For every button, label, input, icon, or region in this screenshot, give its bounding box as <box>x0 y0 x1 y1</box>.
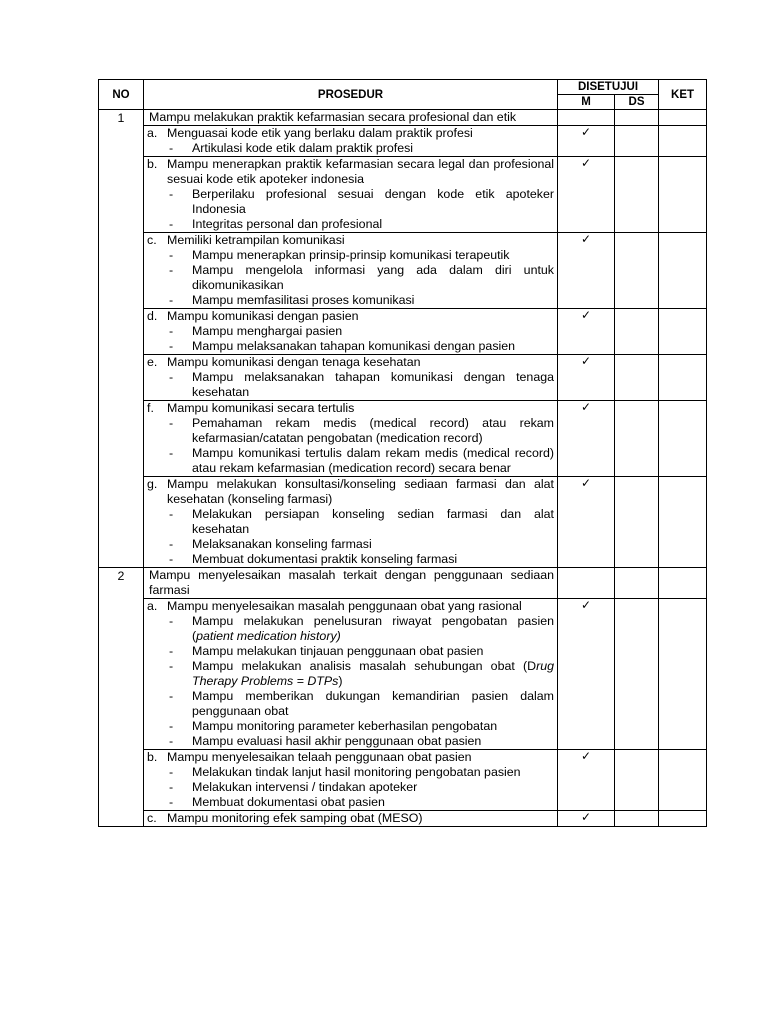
header-prosedur: PROSEDUR <box>144 80 558 110</box>
ket-cell[interactable] <box>659 811 707 827</box>
sub-item-letter: e. <box>147 355 158 369</box>
sub-item <box>147 309 554 324</box>
approval-m-cell[interactable] <box>558 157 615 233</box>
bullet-text-italic: patient medication history) <box>196 629 341 643</box>
approval-m-cell[interactable] <box>558 811 615 827</box>
bullet-text <box>192 614 554 644</box>
dash-marker: - <box>169 659 174 673</box>
dash-marker: - <box>169 370 174 384</box>
bullet-text: Mampu melaksanakan tahapan komunikasi dengan pasien <box>192 339 516 353</box>
bullet-item <box>147 324 554 339</box>
competency-title: Mampu melakukan praktik kefarmasian secara profesional dan etik <box>149 110 517 124</box>
bullet-text: Artikulasi kode etik dalam praktik profesi <box>192 141 414 155</box>
sub-item-text: Mampu komunikasi dengan tenaga kesehatan <box>167 355 421 369</box>
bullet-text: Membuat dokumentasi obat pasien <box>192 795 385 809</box>
approval-m-cell[interactable] <box>558 477 615 568</box>
ket-cell[interactable] <box>659 750 707 811</box>
sub-item-text: Mampu monitoring efek samping obat (MESO) <box>167 811 423 825</box>
checkmark-icon: ✓ <box>580 476 592 490</box>
dash-marker: - <box>169 339 174 353</box>
bullet-text: Berperilaku profesional sesuai dengan kode etik apoteker Indonesia <box>192 187 554 216</box>
approval-ds-cell[interactable] <box>615 110 659 126</box>
row-number: 1 <box>99 110 144 568</box>
table-row <box>99 309 707 355</box>
bullet-text: Mampu menghargai pasien <box>192 324 343 338</box>
approval-ds-cell[interactable] <box>615 477 659 568</box>
approval-m-cell[interactable] <box>558 401 615 477</box>
ket-cell[interactable] <box>659 599 707 750</box>
ket-cell[interactable] <box>659 233 707 309</box>
sub-item <box>147 477 554 507</box>
header-ds: DS <box>615 95 659 110</box>
approval-m-cell[interactable] <box>558 309 615 355</box>
approval-m-cell[interactable] <box>558 233 615 309</box>
bullet-text-part: Mampu melakukan analisis masalah sehubungan obat (D <box>192 659 537 673</box>
bullet-item <box>147 614 554 644</box>
row-number: 2 <box>99 568 144 827</box>
bullet-text <box>192 659 554 689</box>
dash-marker: - <box>169 293 174 307</box>
header-disetujui: DISETUJUI <box>558 80 659 95</box>
approval-m-cell[interactable] <box>558 110 615 126</box>
bullet-item <box>147 689 554 719</box>
bullet-text: Pemahaman rekam medis (medical record) atau rekam kefarmasian/catatan pengobatan (medication record) <box>192 416 554 445</box>
sub-item <box>147 401 554 416</box>
approval-ds-cell[interactable] <box>615 126 659 157</box>
sub-item-letter: b. <box>147 750 158 764</box>
procedure-cell <box>144 750 558 811</box>
sub-item-letter: b. <box>147 157 158 171</box>
approval-ds-cell[interactable] <box>615 233 659 309</box>
bullet-item <box>147 537 554 552</box>
dash-marker: - <box>169 217 174 231</box>
table-row <box>99 157 707 233</box>
checkmark-icon: ✓ <box>580 232 592 246</box>
bullet-item <box>147 507 554 537</box>
approval-ds-cell[interactable] <box>615 750 659 811</box>
table-row <box>99 750 707 811</box>
sub-item-text: Mampu menyelesaikan masalah penggunaan obat yang rasional <box>167 599 522 613</box>
dash-marker: - <box>169 765 174 779</box>
checkmark-icon: ✓ <box>580 156 592 170</box>
dash-marker: - <box>169 614 174 628</box>
procedure-cell <box>144 126 558 157</box>
sub-item <box>147 750 554 765</box>
table-row <box>99 477 707 568</box>
procedure-rows <box>99 110 707 827</box>
sub-item-text: Mampu melakukan konsultasi/konseling sediaan farmasi dan alat kesehatan (konseling farmasi) <box>167 477 554 506</box>
bullet-item <box>147 217 554 232</box>
sub-item-text: Mampu komunikasi secara tertulis <box>167 401 355 415</box>
sub-item-letter: a. <box>147 599 158 613</box>
ket-cell[interactable] <box>659 401 707 477</box>
bullet-item <box>147 187 554 217</box>
dash-marker: - <box>169 187 174 201</box>
sub-item <box>147 599 554 614</box>
bullet-text-italic: rug Therapy Problems = DTPs <box>192 659 554 688</box>
ket-cell[interactable] <box>659 568 707 599</box>
checkmark-icon: ✓ <box>580 400 592 414</box>
bullet-text: Mampu melakukan tinjauan penggunaan obat pasien <box>192 644 484 658</box>
bullet-text: Melaksanakan konseling farmasi <box>192 537 372 551</box>
bullet-item <box>147 370 554 400</box>
approval-m-cell[interactable] <box>558 355 615 401</box>
sub-item-text: Mampu menerapkan praktik kefarmasian secara legal dan profesional sesuai kode etik apoteker indonesia <box>167 157 554 186</box>
table-row <box>99 355 707 401</box>
procedure-checklist <box>98 79 706 827</box>
bullet-item <box>147 339 554 354</box>
ket-cell[interactable] <box>659 355 707 401</box>
procedure-cell <box>144 599 558 750</box>
dash-marker: - <box>169 507 174 521</box>
approval-ds-cell[interactable] <box>615 157 659 233</box>
dash-marker: - <box>169 537 174 551</box>
bullet-text: Mampu evaluasi hasil akhir penggunaan obat pasien <box>192 734 482 748</box>
bullet-item <box>147 263 554 293</box>
sub-item-letter: a. <box>147 126 158 140</box>
sub-item-letter: c. <box>147 233 157 247</box>
header-ket: KET <box>659 80 707 110</box>
bullet-item <box>147 141 554 156</box>
dash-marker: - <box>169 795 174 809</box>
procedure-cell <box>144 811 558 827</box>
sub-item-letter: g. <box>147 477 158 491</box>
procedure-cell <box>144 355 558 401</box>
procedure-cell <box>144 401 558 477</box>
bullet-text: Membuat dokumentasi praktik konseling farmasi <box>192 552 458 566</box>
sub-item <box>147 157 554 187</box>
bullet-item <box>147 644 554 659</box>
dash-marker: - <box>169 263 174 277</box>
approval-m-cell[interactable] <box>558 599 615 750</box>
dash-marker: - <box>169 446 174 460</box>
approval-ds-cell[interactable] <box>615 355 659 401</box>
bullet-item <box>147 659 554 689</box>
bullet-item <box>147 734 554 749</box>
header-m: M <box>558 95 615 110</box>
dash-marker: - <box>169 552 174 566</box>
bullet-text: Melakukan tindak lanjut hasil monitoring pengobatan pasien <box>192 765 521 779</box>
bullet-text: Integritas personal dan profesional <box>192 217 383 231</box>
sub-item <box>147 126 554 141</box>
dash-marker: - <box>169 734 174 748</box>
procedure-cell <box>144 309 558 355</box>
ket-cell[interactable] <box>659 309 707 355</box>
sub-item-text: Memiliki ketrampilan komunikasi <box>167 233 345 247</box>
bullet-item <box>147 248 554 263</box>
table-row <box>99 401 707 477</box>
bullet-item <box>147 293 554 308</box>
approval-ds-cell[interactable] <box>615 309 659 355</box>
competency-title: Mampu menyelesaikan masalah terkait dengan penggunaan sediaan farmasi <box>149 568 554 597</box>
ket-cell[interactable] <box>659 126 707 157</box>
table-row <box>99 110 707 126</box>
bullet-text: Melakukan intervensi / tindakan apoteker <box>192 780 418 794</box>
checkmark-icon: ✓ <box>580 598 592 612</box>
header-no: NO <box>99 80 144 110</box>
bullet-item <box>147 416 554 446</box>
bullet-item <box>147 552 554 567</box>
bullet-text: Mampu memberikan dukungan kemandirian pasien dalam penggunaan obat <box>192 689 554 718</box>
procedure-cell <box>144 157 558 233</box>
checkmark-icon: ✓ <box>580 354 592 368</box>
dash-marker: - <box>169 644 174 658</box>
sub-item-text: Menguasai kode etik yang berlaku dalam praktik profesi <box>167 126 473 140</box>
approval-ds-cell[interactable] <box>615 401 659 477</box>
bullet-text: Mampu memfasilitasi proses komunikasi <box>192 293 415 307</box>
bullet-text-part: ) <box>338 674 343 688</box>
dash-marker: - <box>169 689 174 703</box>
bullet-text: Mampu monitoring parameter keberhasilan pengobatan <box>192 719 498 733</box>
procedure-table <box>98 79 707 827</box>
table-row <box>99 126 707 157</box>
sub-item-text: Mampu menyelesaikan telaah penggunaan obat pasien <box>167 750 472 764</box>
bullet-text: Mampu mengelola informasi yang ada dalam diri untuk dikomunikasikan <box>192 263 554 292</box>
bullet-item <box>147 765 554 780</box>
approval-ds-cell[interactable] <box>615 568 659 599</box>
procedure-cell <box>144 110 558 126</box>
sub-item <box>147 233 554 248</box>
bullet-text: Mampu komunikasi tertulis dalam rekam medis (medical record) atau rekam kefarmasian (medication record) secara benar <box>192 446 554 475</box>
checkmark-icon: ✓ <box>580 749 592 763</box>
approval-ds-cell[interactable] <box>615 599 659 750</box>
procedure-cell <box>144 568 558 599</box>
sub-item-letter: c. <box>147 811 157 825</box>
sub-item <box>147 355 554 370</box>
procedure-cell <box>144 477 558 568</box>
table-row <box>99 811 707 827</box>
table-row <box>99 568 707 599</box>
dash-marker: - <box>169 324 174 338</box>
table-row <box>99 233 707 309</box>
bullet-item <box>147 780 554 795</box>
bullet-text-part: Mampu melakukan penelusuran riwayat pengobatan pasien ( <box>192 614 554 643</box>
dash-marker: - <box>169 248 174 262</box>
bullet-text: Mampu melaksanakan tahapan komunikasi dengan tenaga kesehatan <box>192 370 554 399</box>
ket-cell[interactable] <box>659 157 707 233</box>
dash-marker: - <box>169 780 174 794</box>
ket-cell[interactable] <box>659 110 707 126</box>
ket-cell[interactable] <box>659 477 707 568</box>
bullet-item <box>147 446 554 476</box>
bullet-text: Melakukan persiapan konseling sedian farmasi dan alat kesehatan <box>192 507 554 536</box>
dash-marker: - <box>169 416 174 430</box>
approval-ds-cell[interactable] <box>615 811 659 827</box>
bullet-item <box>147 719 554 734</box>
approval-m-cell[interactable] <box>558 568 615 599</box>
bullet-item <box>147 795 554 810</box>
bullet-text: Mampu menerapkan prinsip-prinsip komunikasi terapeutik <box>192 248 510 262</box>
sub-item-letter: d. <box>147 309 158 323</box>
checkmark-icon: ✓ <box>580 810 592 824</box>
sub-item-letter: f. <box>147 401 154 415</box>
approval-m-cell[interactable] <box>558 126 615 157</box>
sub-item-text: Mampu komunikasi dengan pasien <box>167 309 359 323</box>
sub-item <box>147 811 554 826</box>
dash-marker: - <box>169 141 174 155</box>
table-row <box>99 599 707 750</box>
checkmark-icon: ✓ <box>580 308 592 322</box>
procedure-cell <box>144 233 558 309</box>
dash-marker: - <box>169 719 174 733</box>
approval-m-cell[interactable] <box>558 750 615 811</box>
checkmark-icon: ✓ <box>580 125 592 139</box>
